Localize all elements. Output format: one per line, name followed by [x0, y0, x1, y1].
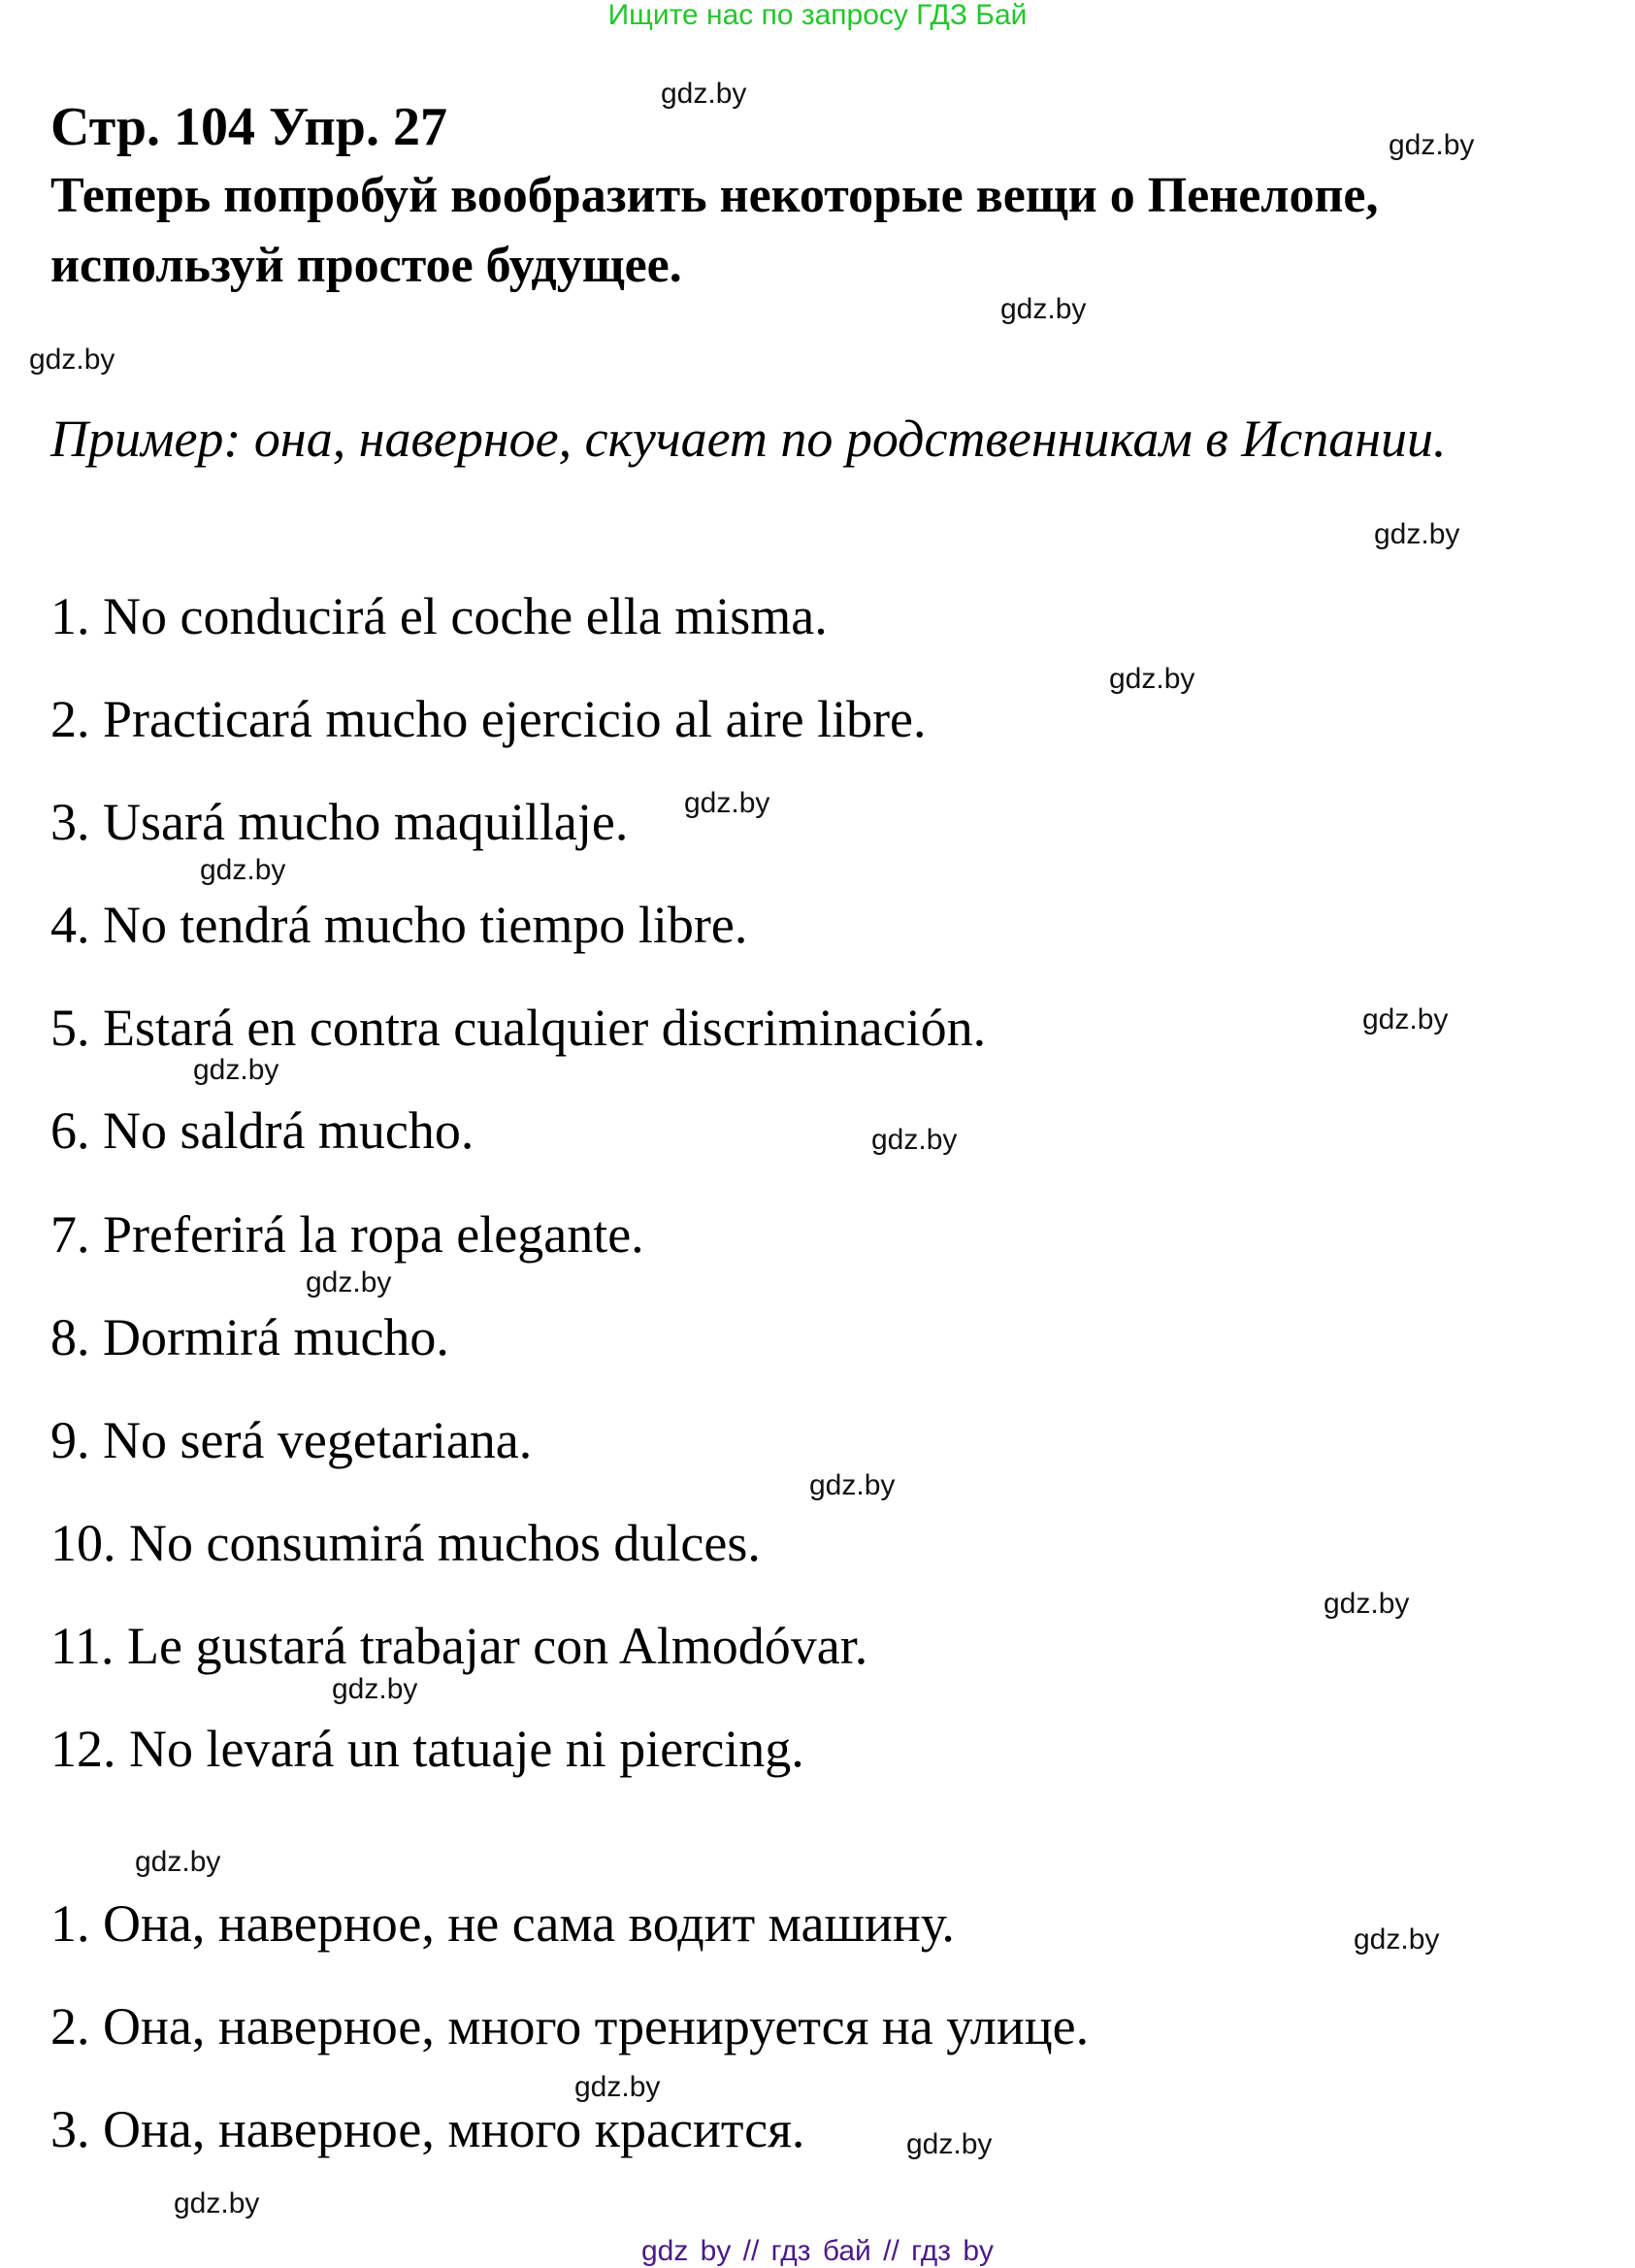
watermark: gdz.by — [906, 2128, 993, 2160]
page-title: Стр. 104 Упр. 27 — [50, 97, 447, 157]
task-line-2: используй простое будущее. — [50, 238, 682, 293]
example-sentence: Пример: она, наверное, скучает по родственникам в Испании. — [50, 410, 1447, 468]
watermark: gdz.by — [1374, 518, 1460, 550]
watermark: gdz.by — [1389, 129, 1475, 161]
watermark: gdz.by — [1109, 663, 1195, 695]
watermark: gdz.by — [684, 787, 770, 819]
watermark: gdz.by — [332, 1673, 418, 1705]
watermark: gdz.by — [135, 1846, 221, 1878]
list-item: 4. No tendrá mucho tiempo libre. — [50, 896, 748, 954]
task-line-1: Теперь попробуй вообразить некоторые вещи о Пенелопе, — [50, 168, 1379, 223]
watermark: gdz.by — [174, 2187, 260, 2219]
watermark: gdz.by — [306, 1266, 392, 1298]
list-item: 5. Estará en contra cualquier discriminación. — [50, 999, 987, 1057]
list-item: 2. Practicará mucho ejercicio al aire libre. — [50, 690, 927, 748]
watermark: gdz.by — [809, 1469, 896, 1501]
top-banner: Ищите нас по запросу ГДЗ Бай — [607, 0, 1028, 31]
watermark: gdz.by — [200, 854, 286, 886]
list-item: 8. Dormirá mucho. — [50, 1308, 449, 1366]
watermark: gdz.by — [1362, 1003, 1449, 1035]
watermark: gdz.by — [871, 1124, 958, 1156]
list-item: 11. Le gustará trabajar con Almodóvar. — [50, 1617, 868, 1675]
watermark: gdz.by — [29, 344, 115, 376]
watermark: gdz.by — [1354, 1923, 1440, 1956]
footer-links: gdz by // гдз бай // гдз by — [640, 2235, 995, 2267]
list-item: 12. No levará un tatuaje ni piercing. — [50, 1720, 804, 1778]
list-item: 10. No consumirá muchos dulces. — [50, 1514, 761, 1572]
list-item: 3. Usará mucho maquillaje. — [50, 793, 629, 851]
watermark: gdz.by — [193, 1054, 279, 1086]
answer-item: 3. Она, наверное, много красится. — [50, 2100, 805, 2158]
list-item: 9. No será vegetariana. — [50, 1411, 533, 1469]
answer-item: 2. Она, наверное, много тренируется на улице. — [50, 1997, 1090, 2055]
watermark: gdz.by — [661, 78, 747, 110]
list-item: 1. No conducirá el coche ella misma. — [50, 587, 828, 645]
list-item: 6. No saldrá mucho. — [50, 1101, 474, 1160]
watermark: gdz.by — [1324, 1588, 1410, 1620]
answer-item: 1. Она, наверное, не сама водит машину. — [50, 1894, 955, 1953]
watermark: gdz.by — [574, 2071, 661, 2103]
list-item: 7. Preferirá la ropa elegante. — [50, 1205, 644, 1264]
watermark: gdz.by — [1000, 293, 1087, 325]
